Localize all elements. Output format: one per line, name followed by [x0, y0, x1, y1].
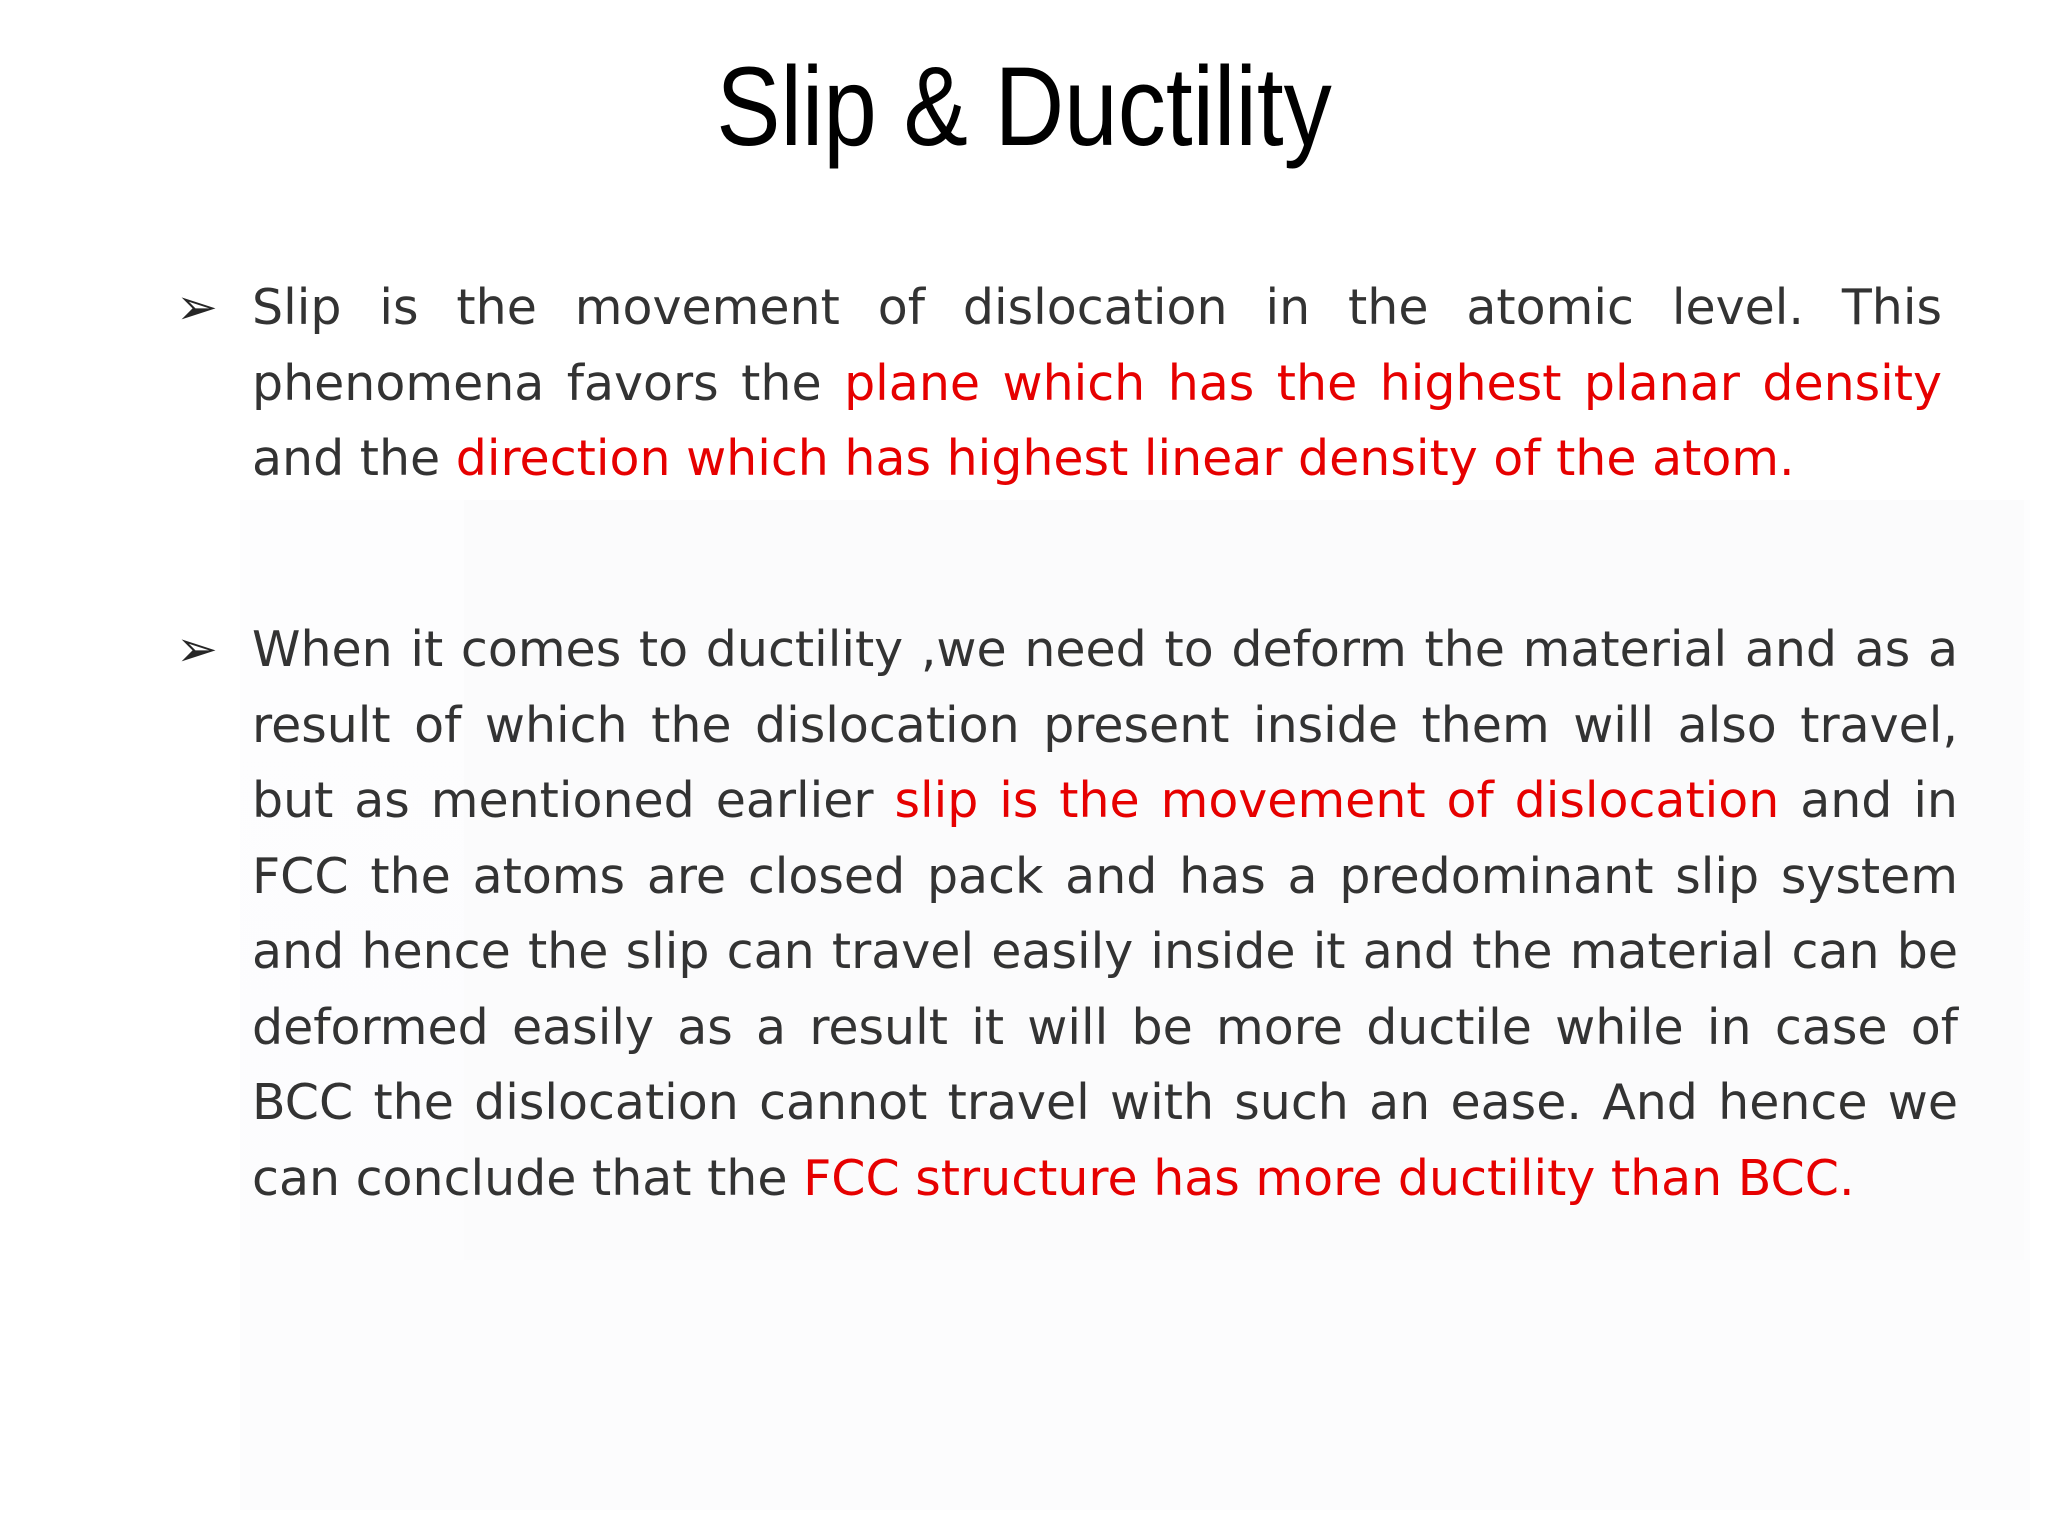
paragraph-1-text: and the	[252, 430, 456, 487]
paragraph-1-highlight-linear-density: direction which has highest linear density of the atom.	[455, 430, 1795, 487]
paragraph-2-text: When it comes to ductility ,we need to deform the material and as a result of which the dislocation present inside them will also travel, but as mentioned earlier	[252, 621, 1958, 829]
bullet-arrow-icon: ➢	[176, 620, 218, 678]
slide-title: Slip & Ductility	[716, 44, 1332, 169]
paragraph-2-highlight-slip-definition: slip is the movement of dislocation	[894, 772, 1780, 829]
paragraph-2-highlight-conclusion: FCC structure has more ductility than BCC.	[803, 1149, 1855, 1207]
paragraph-1-highlight-planar-density: plane which has the highest planar density	[844, 354, 1942, 412]
paragraph-2-text: and in FCC the atoms are closed pack and has a predominant slip system and hence the slip can travel easily inside it and the material can be deformed easily as a result it will be more ductile while in case of BCC the dislocation cannot travel with such an ease. And hence we can conclude that the	[252, 772, 1958, 1207]
bullet-paragraph-2	[252, 612, 1958, 1216]
bullet-paragraph-1	[252, 270, 1942, 497]
bullet-arrow-icon: ➢	[176, 278, 218, 336]
paragraph-1-text: Slip is the movement of dislocation in the atomic level. This phenomena favors the	[252, 279, 1942, 412]
